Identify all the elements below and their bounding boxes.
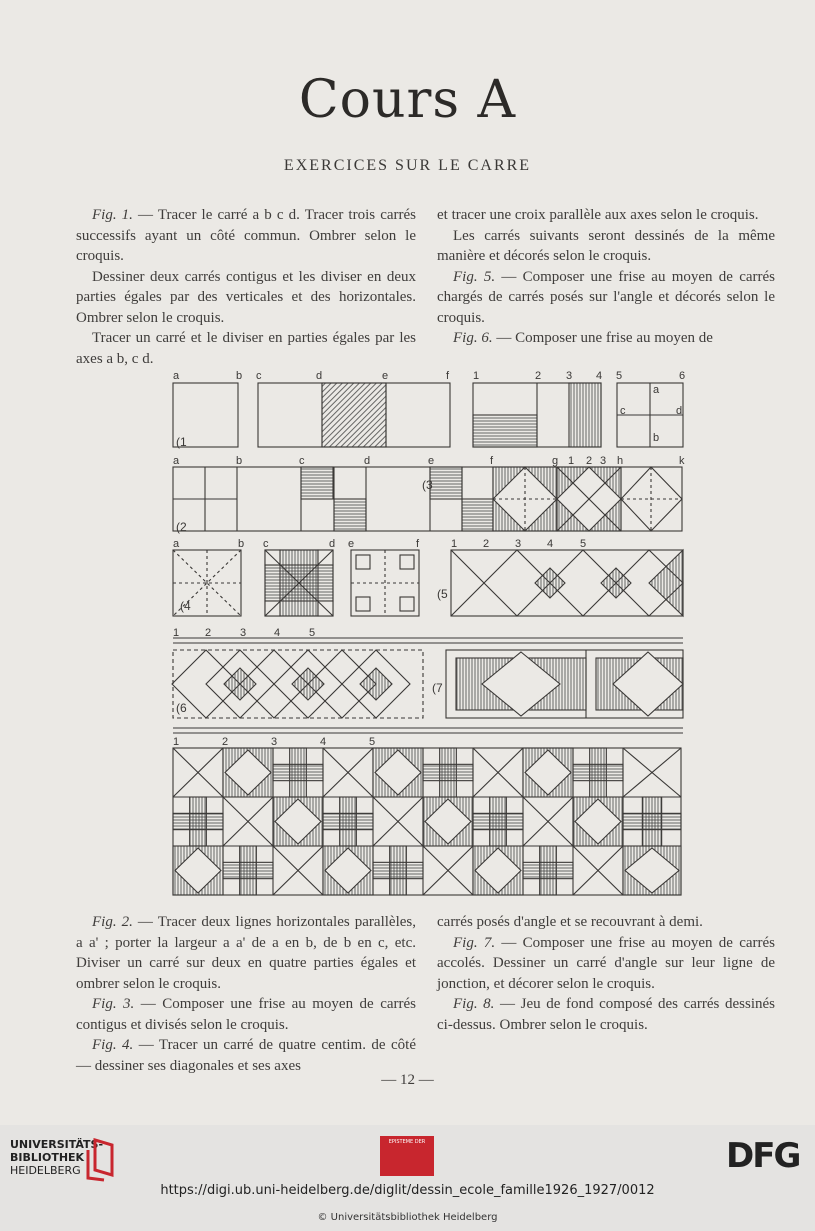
figure-label: b — [236, 370, 243, 382]
figure-reference: Fig. 8. — [453, 996, 495, 1012]
pattern-tile — [323, 797, 373, 846]
pattern-tile — [223, 846, 273, 895]
pattern-tile — [473, 797, 523, 846]
paragraph-text: — Composer une frise au moyen de carrés accolés. Dessiner un carré d'angle sur leur ligne de jonction, et décorer selon le croquis. — [437, 934, 775, 992]
figure-label: 4 — [547, 538, 554, 550]
figure-label: 1 — [173, 736, 180, 748]
pattern-tile — [623, 797, 681, 846]
paragraph-text: — Tracer un carré de quatre centim. de côté — dessiner ses diagonales et ses axes — [76, 1037, 416, 1074]
paragraph-text: carrés posés d'angle et se recouvrant à demi. — [437, 914, 703, 930]
pattern-tile — [223, 797, 273, 846]
pattern-tile — [323, 846, 373, 895]
figure-label: 1 — [568, 455, 575, 467]
figure-number: (1 — [176, 435, 187, 449]
pattern-tile — [173, 846, 223, 895]
figure-reference: Fig. 3. — [92, 996, 135, 1012]
figure-label: 2 — [483, 538, 490, 550]
page-subtitle: EXERCICES SUR LE CARRE — [283, 157, 532, 174]
figure-reference: Fig. 7. — [453, 934, 496, 951]
figure-label: c — [299, 455, 305, 467]
paragraph-text: — Composer une frise au moyen de carrés contigus et divisés selon le croquis. — [76, 996, 416, 1033]
page-number: — 12 — — [381, 1072, 434, 1088]
pattern-tile — [623, 846, 681, 895]
pattern-tile — [573, 846, 623, 895]
figure-label: 5 — [369, 736, 376, 748]
figure-label: 6 — [679, 370, 686, 382]
figure-reference: Fig. 6. — [453, 330, 493, 346]
paragraph-text: — Tracer deux lignes horizontales parallèles, a a' ; porter la largeur a a' de a en b, de b en c, etc. Diviser un carré sur deux en quatre parties égales et ombrer selon le croquis. — [76, 914, 416, 992]
figure-label: 5 — [580, 538, 587, 550]
pattern-tile — [273, 797, 323, 846]
figure-label: 1 — [451, 538, 458, 550]
paragraph-text: — Tracer le carré a b c d. Tracer trois carrés successifs ayant un côté commun. Ombrer selon le croquis. — [76, 207, 416, 264]
pattern-tile — [423, 846, 473, 895]
pattern-tile — [523, 748, 573, 797]
copyright-text: © Universitätsbibliothek Heidelberg — [317, 1212, 498, 1223]
figure-label: a — [653, 384, 660, 396]
paragraph-text: — Composer une frise au moyen de — [492, 330, 713, 346]
figure-label: e — [428, 455, 435, 467]
episteme-logo-icon[interactable] — [380, 1136, 434, 1176]
library-logo-text — [10, 1138, 103, 1177]
figure-label: b — [236, 455, 243, 467]
figure-label: f — [416, 538, 420, 550]
pattern-tile — [173, 797, 223, 846]
figure-number: (5 — [437, 587, 448, 601]
figure-label: f — [490, 455, 494, 467]
paragraph-text: Tracer un carré et le diviser en parties égales par les axes a b, c d. — [76, 330, 416, 367]
pattern-tile — [623, 748, 681, 797]
pattern-tile — [473, 846, 523, 895]
figure-label: 4 — [320, 736, 327, 748]
figure-label: b — [653, 432, 660, 444]
pattern-tile — [173, 748, 223, 797]
pattern-tile — [273, 846, 323, 895]
figure-3 — [173, 550, 419, 616]
paragraph-text: Les carrés suivants seront dessinés de la même manière et décorés selon le croquis. — [437, 227, 775, 264]
pattern-tile — [373, 797, 423, 846]
figure-label: 3 — [271, 736, 278, 748]
pattern-tile — [473, 748, 523, 797]
figure-label: c — [256, 370, 262, 382]
figure-number: (2 — [176, 520, 187, 534]
figure-label: 2 — [222, 736, 229, 748]
figure-label: 1 — [473, 370, 480, 382]
pattern-tile — [373, 748, 423, 797]
library-line-3: HEIDELBERG — [10, 1164, 81, 1177]
pattern-tile — [423, 748, 473, 797]
figure-label: 2 — [586, 455, 593, 467]
figure-label: 2 — [205, 627, 212, 639]
paragraph-text: Dessiner deux carrés contigus et les diviser en deux parties égales par des verticales et des horizontales. Ombrer selon le croquis. — [76, 268, 416, 326]
figure-label: 2 — [535, 370, 542, 382]
figure-label: a — [173, 455, 180, 467]
figure-reference: Fig. 2. — [92, 914, 133, 930]
figure-label: e — [348, 538, 355, 550]
episteme-logo-text: EPISTEME DER — [388, 1139, 426, 1145]
figure-label: a — [173, 538, 180, 550]
figure-label: h — [617, 455, 624, 467]
figure-label: c — [263, 538, 269, 550]
figure-label: f — [446, 370, 450, 382]
figure-reference: Fig. 5. — [453, 268, 496, 285]
pattern-tile — [573, 797, 623, 846]
figure-label: 5 — [309, 627, 316, 639]
figure-reference: Fig. 4. — [92, 1037, 134, 1053]
figure-2 — [173, 467, 682, 531]
figure-7 — [173, 650, 683, 733]
figure-label: 3 — [515, 538, 522, 550]
figure-label: 1 — [173, 627, 180, 639]
paragraph-text: et tracer une croix parallèle aux axes selon le croquis. — [437, 207, 759, 223]
dfg-logo: DFG — [726, 1136, 800, 1176]
figure-number: (4 — [180, 599, 191, 613]
figure-label: 3 — [566, 370, 573, 382]
figure-label: d — [316, 370, 323, 382]
figure-8 — [173, 748, 681, 895]
paragraph-text: — Composer une frise au moyen de carrés chargés de carrés posés sur l'angle et décorés selon le croquis. — [437, 268, 775, 326]
source-url-link[interactable]: https://digi.ub.uni-heidelberg.de/diglit/dessin_ecole_famille1926_1927/0012 — [160, 1183, 655, 1198]
figure-label: 4 — [596, 370, 603, 382]
figure-label: d — [329, 538, 336, 550]
figure-reference: Fig. 1. — [92, 207, 133, 223]
pattern-tile — [323, 748, 373, 797]
figure-label: d — [364, 455, 371, 467]
figure-number: (7 — [432, 681, 443, 695]
page-title: Cours A — [298, 70, 517, 130]
pattern-tile — [573, 748, 623, 797]
figure-label: d — [676, 405, 683, 417]
figure-label: b — [238, 538, 245, 550]
pattern-tile — [523, 797, 573, 846]
paragraph-text: — Jeu de fond composé des carrés dessinés ci-dessus. Ombrer selon le croquis. — [437, 996, 775, 1033]
figure-number: (3 — [422, 478, 433, 492]
pattern-tile — [423, 797, 473, 846]
figure-label: g — [552, 455, 559, 467]
figure-label: 3 — [600, 455, 607, 467]
figure-label: 4 — [274, 627, 281, 639]
library-line-2: BIBLIOTHEK — [10, 1151, 85, 1164]
figure-label: e — [382, 370, 389, 382]
figure-label: k — [679, 455, 685, 467]
library-line-1: UNIVERSITÄTS- — [10, 1138, 104, 1151]
figure-number: (6 — [176, 701, 187, 715]
figure-5 — [451, 550, 683, 616]
figure-label: 5 — [616, 370, 623, 382]
pattern-tile — [523, 846, 573, 895]
pattern-tile — [223, 748, 273, 797]
figure-label: c — [620, 405, 626, 417]
figure-label: 3 — [240, 627, 247, 639]
pattern-tile — [273, 748, 323, 797]
pattern-tile — [373, 846, 423, 895]
figure-1 — [173, 383, 683, 447]
figure-label: a — [173, 370, 180, 382]
